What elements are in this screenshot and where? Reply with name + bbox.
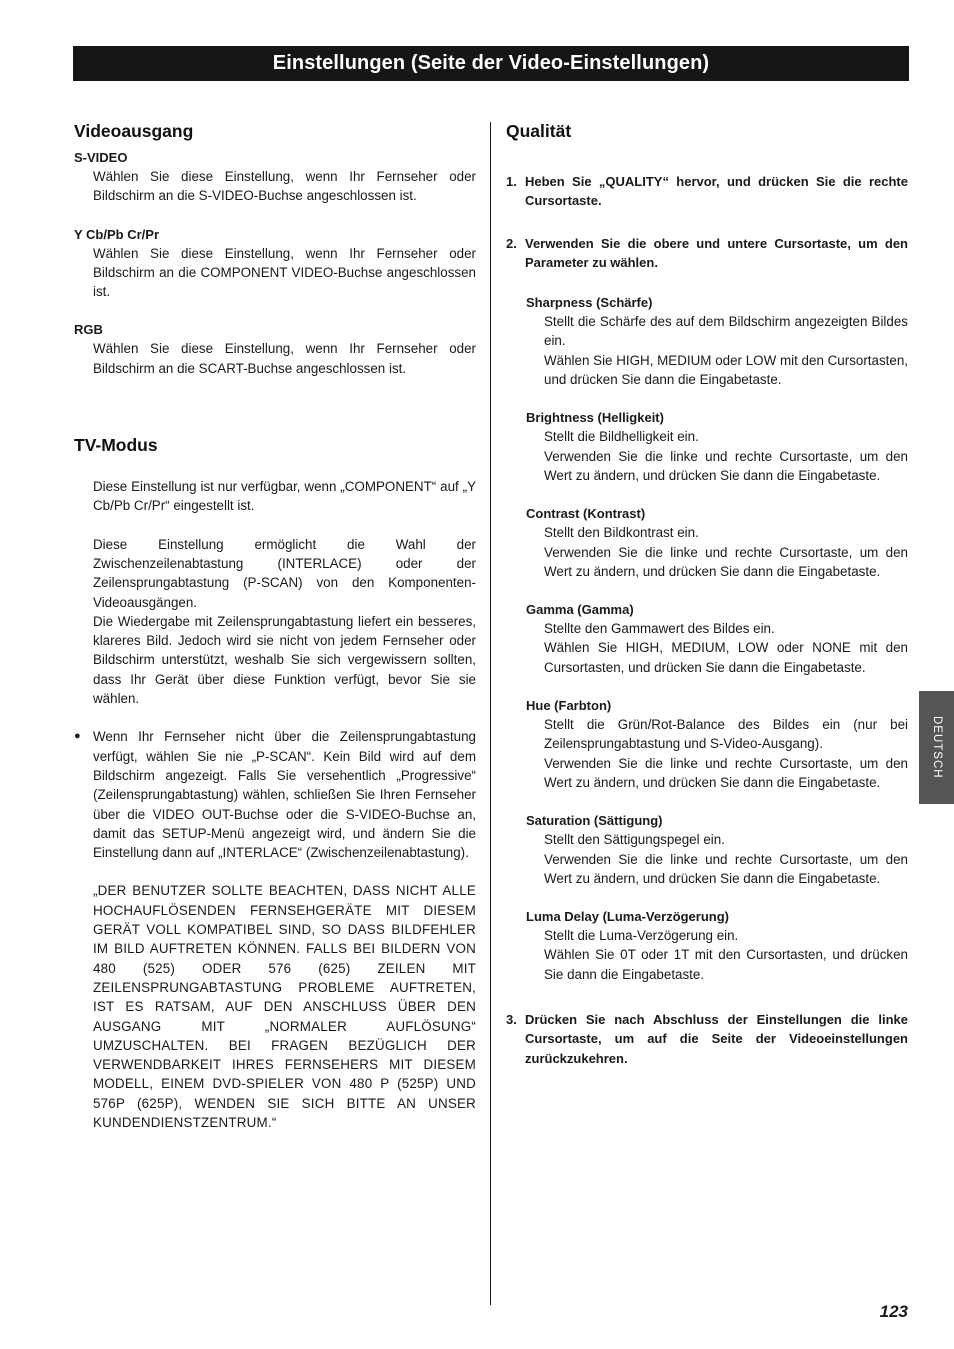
left-column bbox=[74, 118, 476, 1132]
bullet-icon: ● bbox=[74, 730, 81, 743]
step-number: 3. bbox=[506, 1012, 517, 1028]
step-1 bbox=[506, 172, 908, 211]
step-text: Heben Sie „QUALITY“ hervor, und drücken Sie die rechte Cursortaste. bbox=[525, 174, 908, 209]
param-gamma bbox=[506, 600, 908, 677]
param-instruction: Verwenden Sie die linke und rechte Cursortaste, um den Wert zu ändern, und drücken Sie dann die Eingabetaste. bbox=[544, 851, 908, 886]
param-instruction: Verwenden Sie die linke und rechte Cursortaste, um den Wert zu ändern, und drücken Sie dann die Eingabetaste. bbox=[544, 544, 908, 579]
column-divider bbox=[490, 122, 491, 1305]
page-title-banner bbox=[73, 46, 909, 81]
option-label: S-VIDEO bbox=[74, 150, 128, 165]
param-label: Hue (Farbton) bbox=[526, 698, 612, 714]
warning-text: Wenn Ihr Fernseher nicht über die Zeilensprungabtastung verfügt, wählen Sie nie „P-SCAN“. Kein Bild wird auf dem Bildschirm angezeigt. Falls Sie versehentlich „Progressive“ (Zeilensprungabtastung) wählen, schließen Sie Ihren Fernseher über die VIDEO OUT-Buchse oder die S-VIDEO-Buchse an, damit das SETUP-Menü angezeigt wird, und ändern Sie die Einstellung dann auf „INTERLACE“ (Zwischenzeilenabtastung). bbox=[93, 729, 476, 861]
step-3 bbox=[506, 1010, 908, 1068]
param-description: Stellte den Gammawert des Bildes ein. bbox=[544, 621, 775, 637]
param-description: Stellt die Schärfe des auf dem Bildschirm angezeigten Bildes ein. bbox=[544, 314, 908, 349]
param-hue bbox=[506, 696, 908, 792]
param-description: Stellt die Grün/Rot-Balance des Bildes ein (nur bei Zeilensprungabtastung und S-Video-Ausgang). bbox=[544, 717, 908, 752]
param-instruction: Verwenden Sie die linke und rechte Cursortaste, um den Wert zu ändern, und drücken Sie dann die Eingabetaste. bbox=[544, 755, 908, 790]
param-instruction: Wählen Sie HIGH, MEDIUM, LOW oder NONE mit den Cursortasten, und drücken Sie dann die Eingabetaste. bbox=[544, 640, 908, 675]
step-text: Drücken Sie nach Abschluss der Einstellungen die linke Cursortaste, um auf die Seite der Videoeinstellungen zurückzukehren. bbox=[525, 1012, 908, 1066]
param-label: Sharpness (Schärfe) bbox=[526, 295, 653, 311]
option-description: Wählen Sie diese Einstellung, wenn Ihr Fernseher oder Bildschirm an die SCART-Buchse angeschlossen ist. bbox=[93, 341, 476, 376]
option-description: Wählen Sie diese Einstellung, wenn Ihr Fernseher oder Bildschirm an die S-VIDEO-Buchse angeschlossen ist. bbox=[93, 169, 476, 204]
param-saturation bbox=[506, 811, 908, 888]
step-number: 1. bbox=[506, 174, 517, 189]
param-luma-delay bbox=[506, 907, 908, 984]
right-column bbox=[506, 118, 908, 1068]
param-description: Stellt den Sättigungspegel ein. bbox=[544, 832, 725, 848]
param-label: Saturation (Sättigung) bbox=[526, 813, 663, 829]
tv-modus-progressive-note: Die Wiedergabe mit Zeilensprungabtastung liefert ein besseres, klareres Bild. Jedoch wird sie nicht von jedem Fernseher oder Bildschirm unterstützt, weshalb Sie sich vergewissern sollten, dass Ihr Gerät über diese Funktion verfügt, bevor Sie sie wählen. bbox=[93, 613, 476, 707]
tv-modus-availability: Diese Einstellung ist nur verfügbar, wenn „COMPONENT“ auf „Y Cb/Pb Cr/Pr“ eingestellt ist. bbox=[93, 479, 476, 514]
section-heading-videoausgang: Videoausgang bbox=[74, 121, 194, 141]
compatibility-notice: „DER BENUTZER SOLLTE BEACHTEN, DASS NICHT ALLE HOCHAUFLÖSENDEN FERNSEHGERÄTE MIT DIESEM GERÄT VOLL KOMPATIBEL SIND, SO DASS BILDFEHLER IM BILD AUFTRETEN KÖNNEN. FALLS BEI BILDERN VON 480 (525) ODER 576 (625) ZEILEN MIT ZEILENSPRUNGABTASTUNG PROBLEME AUFTRETEN, IST ES RATSAM, AUF DEN ANSCHLUSS ÜBER DEN AUSGANG MIT „NORMALER AUFLÖSUNG“ UMZUSCHALTEN. BEI FRAGEN BEZÜGLICH DER VERWENDBARKEIT IHRES FERNSEHERS MIT DIESEM MODELL, EINEM DVD-SPIELER VON 480 P (525P) UND 576P (625P), WENDEN SIE SICH BITTE AN UNSER KUNDENDIENSTZENTRUM.“ bbox=[93, 883, 476, 1130]
tv-modus-warning-bullet bbox=[74, 727, 476, 862]
option-y-cb-pb-cr-pr bbox=[74, 225, 476, 302]
step-number: 2. bbox=[506, 235, 517, 251]
option-description: Wählen Sie diese Einstellung, wenn Ihr Fernseher oder Bildschirm an die COMPONENT VIDEO-Buchse angeschlossen ist. bbox=[93, 245, 476, 300]
param-instruction: Wählen Sie 0T oder 1T mit den Cursortasten, und drücken Sie dann die Eingabetaste. bbox=[544, 947, 908, 982]
section-heading-qualitaet: Qualität bbox=[506, 121, 572, 141]
language-tab bbox=[919, 691, 954, 804]
page-title: Einstellungen (Seite der Video-Einstellungen) bbox=[272, 51, 710, 74]
option-rgb bbox=[74, 320, 476, 378]
option-label: Y Cb/Pb Cr/Pr bbox=[74, 226, 160, 242]
param-description: Stellt die Bildhelligkeit ein. bbox=[544, 429, 699, 445]
param-label: Contrast (Kontrast) bbox=[526, 506, 646, 522]
param-sharpness bbox=[506, 293, 908, 389]
param-instruction: Wählen Sie HIGH, MEDIUM oder LOW mit den Cursortasten, und drücken Sie dann die Eingabetaste. bbox=[544, 352, 908, 388]
option-label: RGB bbox=[74, 322, 103, 338]
param-instruction: Verwenden Sie die linke und rechte Cursortaste, um den Wert zu ändern, und drücken Sie dann die Eingabetaste. bbox=[544, 448, 908, 483]
param-contrast bbox=[506, 504, 908, 581]
section-heading-tv-modus: TV-Modus bbox=[74, 435, 158, 456]
tv-modus-description: Diese Einstellung ermöglicht die Wahl der Zwischenzeilenabtastung (INTERLACE) oder der Zeilensprungabtastung (P-SCAN) von den Komponenten-Videoausgängen. bbox=[93, 536, 476, 610]
language-tab-label: DEUTSCH bbox=[931, 716, 944, 779]
param-label: Luma Delay (Luma-Verzögerung) bbox=[526, 909, 729, 925]
step-2 bbox=[506, 234, 908, 273]
param-label: Brightness (Helligkeit) bbox=[526, 410, 664, 426]
param-label: Gamma (Gamma) bbox=[526, 602, 634, 618]
page-number: 123 bbox=[879, 1302, 908, 1321]
param-description: Stellt den Bildkontrast ein. bbox=[544, 525, 699, 541]
param-brightness bbox=[506, 408, 908, 485]
step-text: Verwenden Sie die obere und untere Cursortaste, um den Parameter zu wählen. bbox=[525, 235, 908, 270]
option-s-video bbox=[74, 148, 476, 206]
param-description: Stellt die Luma-Verzögerung ein. bbox=[544, 928, 739, 944]
